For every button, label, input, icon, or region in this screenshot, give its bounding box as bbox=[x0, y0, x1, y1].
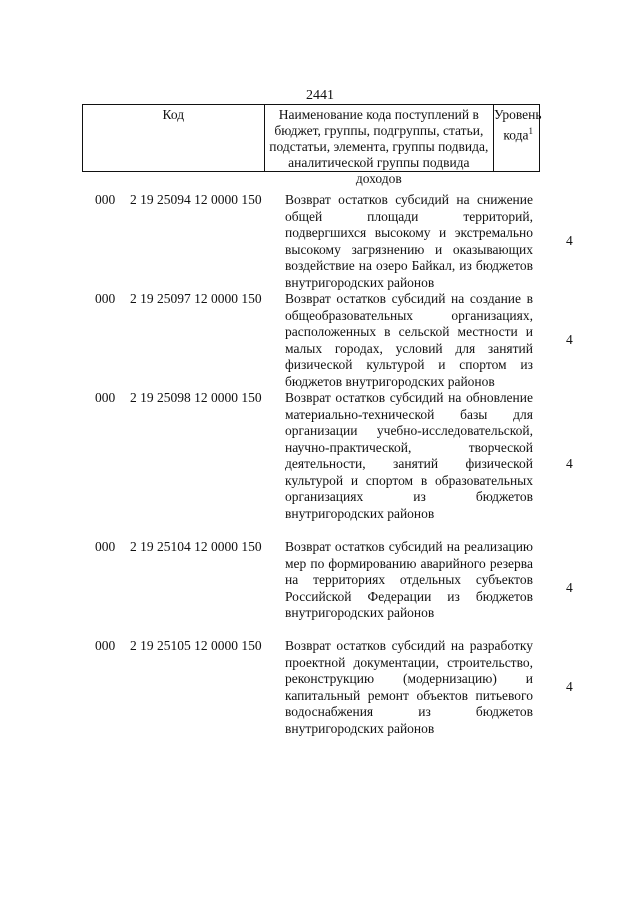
level-value: 4 bbox=[566, 679, 573, 694]
header-level bbox=[494, 105, 542, 171]
revenue-code: 2 19 25094 12 0000 150 bbox=[130, 192, 262, 207]
revenue-code: 2 19 25097 12 0000 150 bbox=[130, 291, 262, 306]
revenue-name: Возврат остатков субсидий на создание в общеобразовательных организациях, расположенных в сельской местности и малых городах, условий для занятий физической культурой и спортом из бюджетов внутригородских районов bbox=[285, 291, 533, 389]
revenue-name: Возврат остатков субсидий на разработку проектной документации, строительство, реконструкцию (модернизацию) и капитальный ремонт объектов питьевого водоснабжения из бюджетов внутригородских районов bbox=[285, 638, 533, 736]
header-level-label: Уровень кода bbox=[494, 107, 542, 143]
admin-code: 000 bbox=[95, 192, 116, 207]
revenue-code: 2 19 25105 12 0000 150 bbox=[130, 638, 262, 653]
admin-code: 000 bbox=[95, 390, 116, 405]
level-value: 4 bbox=[566, 456, 573, 471]
table-header bbox=[82, 104, 542, 186]
revenue-code: 2 19 25098 12 0000 150 bbox=[130, 390, 262, 405]
admin-code: 000 bbox=[95, 291, 116, 306]
header-name: Наименование кода поступлений в бюджет, группы, подгруппы, статьи, подстатьи, элемента, группы подвида, аналитической группы подвида доходов bbox=[265, 105, 494, 171]
level-value: 4 bbox=[566, 580, 573, 595]
admin-code: 000 bbox=[95, 638, 116, 653]
header-level-footnote: 1 bbox=[528, 126, 533, 136]
revenue-name: Возврат остатков субсидий на реализацию мер по формированию аварийного резерва на территориях отдельных субъектов Российской Федерации из бюджетов внутригородских районов bbox=[285, 539, 533, 620]
admin-code: 000 bbox=[95, 539, 116, 554]
level-value: 4 bbox=[566, 332, 573, 347]
revenue-name: Возврат остатков субсидий на обновление материально-технической базы для организации учебно-исследовательской, научно-практической, творческой деятельности, занятий физической культурой и спортом в образовательных организациях из бюджетов внутригородских районов bbox=[285, 390, 533, 521]
revenue-code: 2 19 25104 12 0000 150 bbox=[130, 539, 262, 554]
header-code: Код bbox=[83, 105, 265, 171]
level-value: 4 bbox=[566, 233, 573, 248]
page-number: 2441 bbox=[306, 88, 334, 103]
revenue-name: Возврат остатков субсидий на снижение общей площади территорий, подвергшихся высокому и экстремально высокому загрязнению и оказывающих воздействие на озеро Байкал, из бюджетов внутригородских районов bbox=[285, 192, 533, 290]
